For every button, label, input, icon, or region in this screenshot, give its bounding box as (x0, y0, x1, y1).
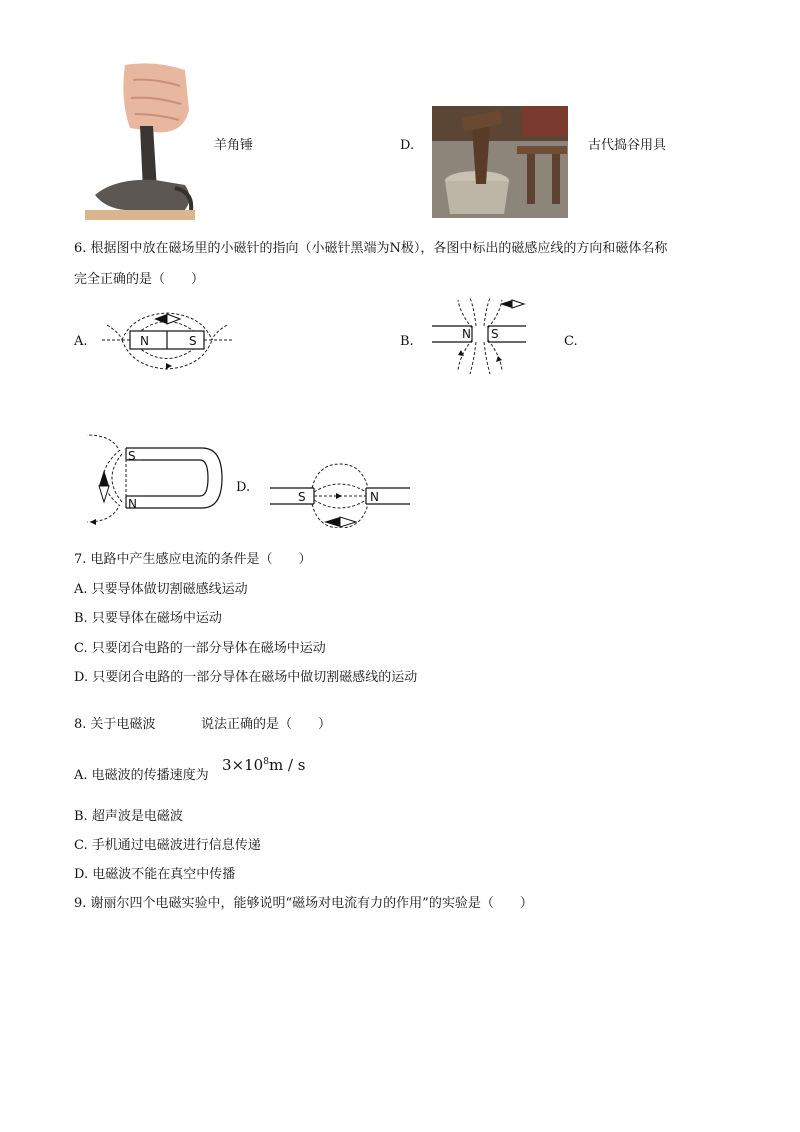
q8-option-b: B. 超声波是电磁波 (74, 809, 183, 824)
diagram-a-pole-s: S (189, 334, 197, 348)
diagram-d-pole-s: S (298, 490, 306, 504)
hammer-photo (85, 60, 195, 220)
diagram-b-pole-s: S (491, 327, 499, 341)
q7-option-a: A. 只要导体做切割磁感线运动 (74, 582, 248, 597)
diagram-c-pole-s: S (128, 449, 136, 463)
formula-base: 3×10 (222, 756, 264, 774)
diagram-d-pole-n: N (370, 490, 379, 504)
q6-option-a-label: A. (74, 334, 88, 349)
diagram-a-pole-n: N (140, 334, 149, 348)
q6-option-b-label: B. (400, 334, 414, 349)
diagram-b-pole-n: N (462, 327, 471, 341)
diagram-c-horseshoe-magnet (82, 430, 232, 530)
q6-stem-line2: 完全正确的是（ ） (74, 272, 205, 287)
q7-stem: 7. 电路中产生感应电流的条件是（ ） (74, 552, 312, 567)
diagram-d-two-magnets (268, 462, 412, 528)
q8-stem-part2: 说法正确的是（ ） (201, 717, 332, 732)
diagram-c-pole-n: N (128, 497, 137, 511)
pestle-caption: 古代捣谷用具 (588, 138, 667, 153)
formula-exponent: 8 (263, 757, 269, 767)
q6-stem-line1: 6. 根据图中放在磁场里的小磁针的指向（小磁针黑端为N极），各图中标出的磁感应线的方向和磁体名称 (74, 241, 668, 256)
diagram-b-two-magnets (430, 298, 530, 374)
hammer-caption: 羊角锤 (214, 138, 254, 153)
pestle-photo (432, 106, 568, 218)
q7-option-c: C. 只要闭合电路的一部分导体在磁场中运动 (74, 641, 326, 656)
formula-unit: m / s (268, 756, 306, 774)
q8-stem-part1: 8. 关于电磁波 (74, 717, 156, 732)
q6-option-c-label: C. (564, 334, 578, 349)
option-d-label: D. (400, 138, 415, 153)
q6-option-d-label: D. (236, 480, 251, 495)
q8-option-d: D. 电磁波不能在真空中传播 (74, 867, 236, 882)
q8-option-a-text: A. 电磁波的传播速度为 (74, 768, 209, 783)
q7-option-b: B. 只要导体在磁场中运动 (74, 611, 222, 626)
q8-speed-formula (222, 756, 305, 774)
q8-option-c: C. 手机通过电磁波进行信息传递 (74, 838, 261, 853)
q7-option-d: D. 只要闭合电路的一部分导体在磁场中做切割磁感线的运动 (74, 670, 418, 685)
q9-stem: 9. 谢丽尔四个电磁实验中，能够说明“磁场对电流有力的作用”的实验是（ ） (74, 896, 533, 911)
diagram-a-bar-magnet (92, 305, 242, 375)
